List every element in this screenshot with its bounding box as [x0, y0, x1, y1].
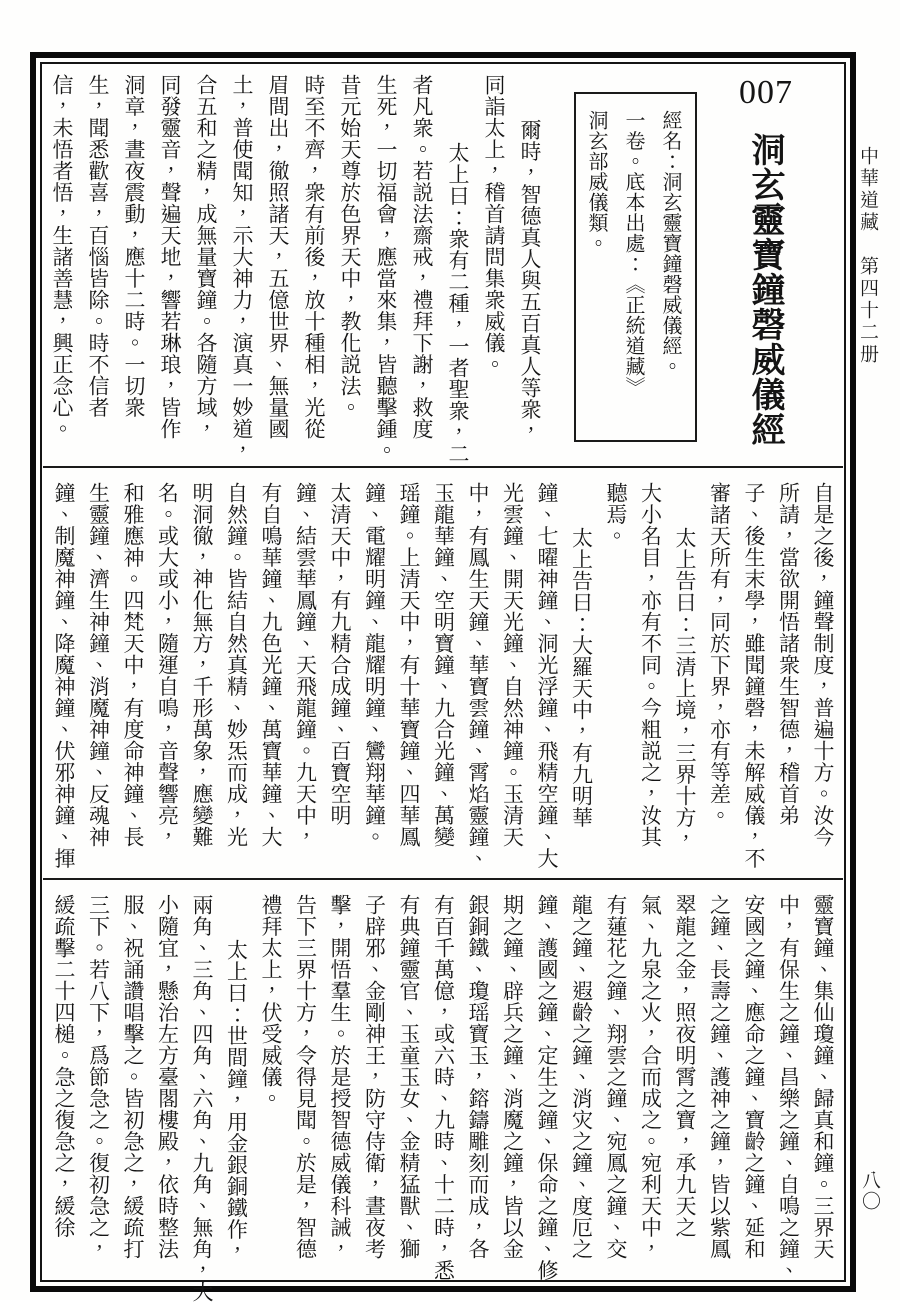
text-columns-top	[44, 74, 548, 465]
volume-label: 中華道藏 第四十二册	[857, 146, 878, 366]
text-band-bottom	[42, 880, 844, 1303]
text-column: 生靈鐘、濟生神鐘、消魔神鐘、反魂神	[86, 482, 111, 848]
text-column: 自然鐘。皆結自然真精、妙炁而成，光	[224, 482, 249, 848]
text-column: 銀銅鐵、瓊瑶寶玉，鎔鑄雕刻而成，各	[466, 894, 490, 1260]
text-column: 鐘、電耀明鐘、龍耀明鐘、鸞翔華鐘。	[362, 482, 387, 848]
colophon-box	[574, 92, 697, 442]
text-column: 翠龍之金，照夜明霄之寶，承九天之	[673, 894, 697, 1238]
text-column: 和雅應神。四梵天中，有度命神鐘、長	[121, 482, 145, 848]
colophon-line: 洞玄部威儀類。	[585, 110, 607, 254]
text-column: 自是之後，鐘聲制度，普遍十方。汝今	[811, 482, 835, 848]
text-column: 大小名目，亦有不同。今粗説之，汝其	[638, 482, 663, 848]
text-band-middle	[42, 468, 844, 878]
text-column: 合五和之精，成無量寶鐘。各隨方域，	[194, 74, 218, 440]
text-column: 洞章，晝夜震動，應十二時。一切衆	[122, 74, 146, 418]
text-column: 生死，一切福會，應當來集，皆聽擊鍾。	[374, 74, 398, 461]
text-column: 小隨宜，懸治左方臺閣樓殿，依時整法	[155, 894, 180, 1260]
text-column: 服、祝誦讚唱擊之。皆初急之，緩疏打	[121, 894, 145, 1260]
text-column: 鐘、七曜神鐘、洞光浮鐘、飛精空鐘、大	[535, 482, 559, 869]
text-column: 同詣太上，稽首請問集衆威儀。	[482, 74, 506, 375]
text-column: 有百千萬億，或六時、九時、十二時，悉	[431, 894, 456, 1281]
text-column: 時至不齊，衆有前後，放十種相，光從	[302, 74, 326, 440]
text-column: 玉龍華鐘、空明寶鐘、九合光鐘、萬變	[431, 482, 456, 848]
text-column: 同發靈音，聲遍天地，響若琳琅，皆作	[158, 74, 182, 440]
text-column: 有自鳴華鐘、九色光鐘、萬寶華鐘、大	[259, 482, 283, 848]
text-column: 土，普使聞知，示大神力，演真一妙道，	[230, 74, 254, 461]
scripture-heading	[739, 74, 793, 464]
colophon-line: 一卷。底本出處：《正統道藏》	[622, 110, 644, 397]
text-column: 禮拜太上，伏受威儀。	[259, 894, 283, 1109]
text-column: 生，聞悉歡喜，百惱皆除。時不信者	[86, 74, 110, 418]
text-column: 告下三界十方，令得見聞。於是，智德	[293, 894, 318, 1260]
text-column: 太清天中，有九精合成鐘、百寶空明	[328, 482, 352, 826]
text-column: 有典鐘靈官、玉童玉女、金精猛獸、獅	[397, 894, 421, 1260]
text-column: 太上告曰：大羅天中，有九明華	[569, 527, 594, 828]
text-column: 氣、九泉之火，合而成之。宛利天中，	[638, 894, 663, 1260]
text-column: 靈寶鐘、集仙瓊鐘、歸真和鐘。三界天	[811, 894, 835, 1260]
text-column: 鐘、護國之鐘、定生之鐘、保命之鐘、修	[535, 894, 559, 1281]
text-column: 昔元始天尊於色界天中，教化説法。	[338, 74, 362, 418]
text-column: 太上曰：衆有二種，一者聖衆，二	[446, 142, 470, 465]
text-column: 有蓮花之鐘、翔雲之鐘、宛鳳之鐘、交	[604, 894, 628, 1260]
text-column: 聽焉。	[604, 482, 628, 547]
text-column: 光雲鐘、開天光鐘、自然神鐘。玉清天	[500, 482, 525, 848]
text-column: 子、後生末學，雖聞鐘磬，未解威儀，不	[742, 482, 766, 869]
colophon-line: 經名：洞玄靈寶鐘磬威儀經。	[659, 110, 681, 377]
text-column: 龍之鐘、遐齡之鐘、消灾之鐘、度厄之	[569, 894, 594, 1260]
text-column: 兩角、三角、四角、六角、九角、無角，大	[190, 894, 214, 1303]
text-column: 子辟邪、金剛神王，防守侍衛，晝夜考	[362, 894, 387, 1260]
text-column: 審諸天所有，同於下界，亦有等差。	[707, 482, 732, 826]
text-column: 鐘、結雲華鳳鐘、天飛龍鐘。九天中，	[293, 482, 318, 848]
page-frame-inner	[40, 62, 846, 1303]
text-column: 中，有保生之鐘、昌樂之鐘、自鳴之鐘、	[776, 894, 801, 1281]
text-column: 擊，開悟羣生。於是授智德威儀科誡，	[328, 894, 352, 1260]
text-column: 眉間出，徹照諸天，五億世界、無量國	[266, 74, 290, 440]
text-column: 之鐘、長壽之鐘、護神之鐘，皆以紫鳳	[707, 894, 732, 1260]
text-column: 安國之鐘、應命之鐘、寶齡之鐘、延和	[742, 894, 766, 1260]
text-column: 明洞徹，神化無方，千形萬象，應變難	[190, 482, 214, 848]
text-band-top	[42, 64, 844, 466]
text-column: 者凡衆。若説法齋戒，禮拜下謝，救度	[410, 74, 434, 440]
text-column: 爾時，智德真人與五百真人等衆，	[518, 119, 542, 442]
text-column: 所請，當欲開悟諸衆生智德，稽首弟	[776, 482, 801, 826]
text-column: 中，有鳳生天鐘、華寶雲鐘、霄焰靈鐘、	[466, 482, 490, 869]
page-number: 八〇	[859, 1170, 880, 1212]
text-column: 三下。若八下，爲節急之。復初急之，	[86, 894, 111, 1260]
catalog-number: 007	[739, 74, 793, 111]
text-column: 信，未悟者悟，生諸善慧，興正念心。	[50, 74, 74, 440]
text-column: 太上曰：世間鐘，用金銀銅鐵作，	[224, 939, 249, 1262]
text-column: 太上告曰：三清上境，三界十方，	[673, 527, 697, 850]
page-frame	[30, 52, 856, 1303]
text-columns-bottom	[46, 894, 840, 1303]
text-column: 緩疏擊二十四槌。急之復急之，緩徐	[52, 894, 76, 1238]
text-column: 名。或大或小，隨運自鳴，音聲響亮，	[155, 482, 180, 848]
text-columns-middle	[46, 482, 840, 870]
scripture-title: 洞玄靈寶鐘磬威儀經	[746, 131, 783, 447]
text-column: 鐘、制魔神鐘、降魔神鐘、伏邪神鐘、揮	[52, 482, 76, 869]
text-column: 瑶鐘。上清天中，有十華寶鐘、四華鳳	[397, 482, 421, 848]
text-column: 期之鐘、辟兵之鐘、消魔之鐘，皆以金	[500, 894, 525, 1260]
